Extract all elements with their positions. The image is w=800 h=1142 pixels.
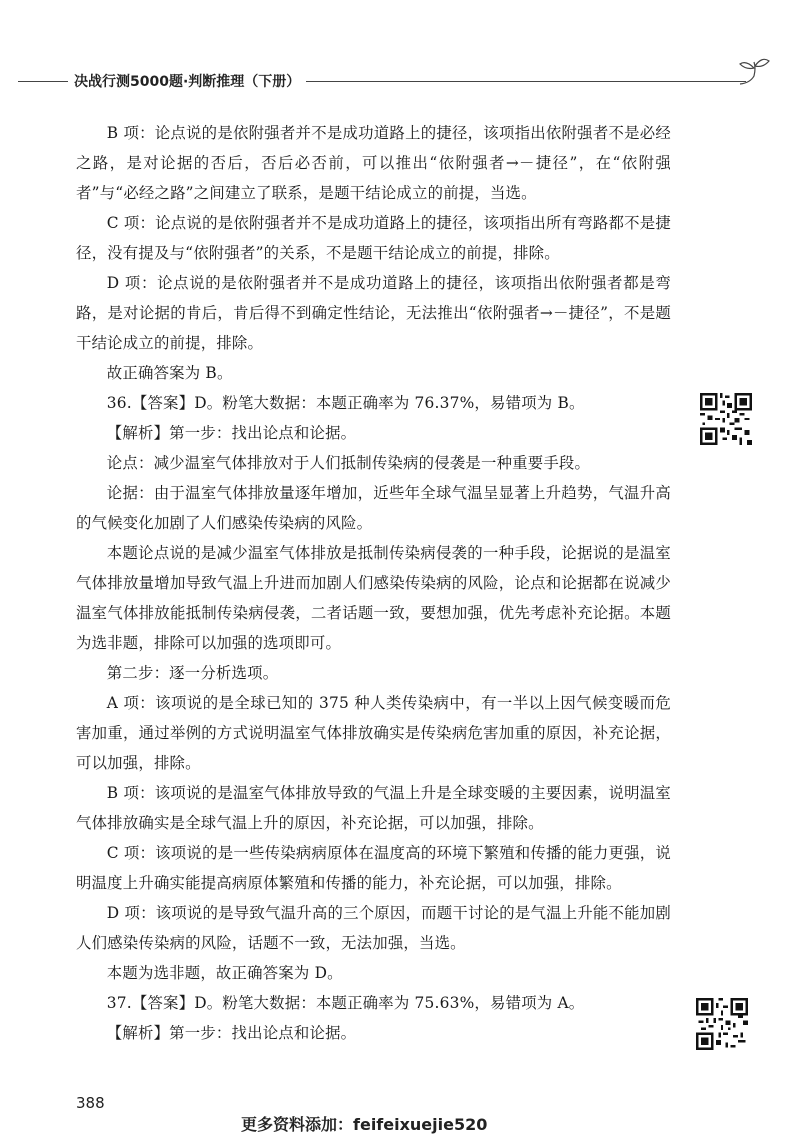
book-title: 决战行测5000题·判断推理（下册） — [74, 74, 301, 90]
paragraph: D 项：该项说的是导致气温升高的三个原因，而题干讨论的是气温上升能不能加剧人们感染传染病的风险，话题不一致，无法加强，当选。 — [76, 904, 671, 952]
paragraph: C 项：该项说的是一些传染病病原体在温度高的环境下繁殖和传播的能力更强，说明温度上升确实能提高病原体繁殖和传播的能力，补充论据，可以加强，排除。 — [76, 844, 671, 892]
answer-line: 37.【答案】D。粉笔大数据：本题正确率为 75.63%，易错项为 A。 — [106, 994, 585, 1012]
qr-code-icon — [700, 393, 752, 445]
paragraph: 论点：减少温室气体排放对于人们抵制传染病的侵袭是一种重要手段。 — [106, 454, 591, 472]
paragraph: 第二步：逐一分析选项。 — [106, 664, 279, 682]
running-header — [18, 70, 763, 92]
header-rule-right — [306, 81, 746, 82]
analysis-heading: 【解析】第一步：找出论点和论据。 — [106, 424, 357, 442]
header-rule-left — [18, 81, 68, 82]
answer-explanations — [76, 118, 671, 1048]
analysis-heading: 【解析】第一步：找出论点和论据。 — [106, 1024, 357, 1042]
sprout-icon — [736, 56, 772, 86]
paragraph: 本题论点说的是减少温室气体排放是抵制传染病侵袭的一种手段，论据说的是温室气体排放量增加导致气温上升进而加剧人们感染传染病的风险，论点和论据都在说减少温室气体排放能抵制传染病侵袭，二者话题一致，要想加强，优先考虑补充论据。本题为选非题，排除可以加强的选项即可。 — [76, 544, 671, 652]
paragraph: 论据：由于温室气体排放量逐年增加，近些年全球气温呈显著上升趋势，气温升高的气候变化加剧了人们感染传染病的风险。 — [76, 484, 671, 532]
paragraph: A 项：该项说的是全球已知的 375 种人类传染病中，有一半以上因气候变暖而危害加重，通过举例的方式说明温室气体排放确实是传染病危害加重的原因，补充论据，可以加强，排除。 — [76, 694, 671, 772]
paragraph: C 项：论点说的是依附强者并不是成功道路上的捷径，该项指出所有弯路都不是捷径，没有提及与“依附强者”的关系，不是题干结论成立的前提，排除。 — [76, 214, 671, 262]
paragraph: B 项：该项说的是温室气体排放导致的气温上升是全球变暖的主要因素，说明温室气体排放确实是全球气温上升的原因，补充论据，可以加强，排除。 — [76, 784, 671, 832]
paragraph: 本题为选非题，故正确答案为 D。 — [106, 964, 343, 982]
page-number: 388 — [76, 1094, 105, 1112]
footer-note: 更多资料添加：feifeixuejie520 — [241, 1115, 488, 1134]
qr-code-icon — [696, 998, 748, 1050]
paragraph: B 项：论点说的是依附强者并不是成功道路上的捷径，该项指出依附强者不是必经之路，是对论据的否后，否后必否前，可以推出“依附强者→－捷径”，在“依附强者”与“必经之路”之间建立了联系，是题干结论成立的前提，当选。 — [76, 124, 671, 202]
paragraph: D 项：论点说的是依附强者并不是成功道路上的捷径，该项指出依附强者都是弯路，是对论据的肯后，肯后得不到确定性结论，无法推出“依附强者→－捷径”，不是题干结论成立的前提，排除。 — [76, 274, 671, 352]
answer-line: 36.【答案】D。粉笔大数据：本题正确率为 76.37%，易错项为 B。 — [106, 394, 585, 412]
paragraph: 故正确答案为 B。 — [106, 364, 233, 382]
